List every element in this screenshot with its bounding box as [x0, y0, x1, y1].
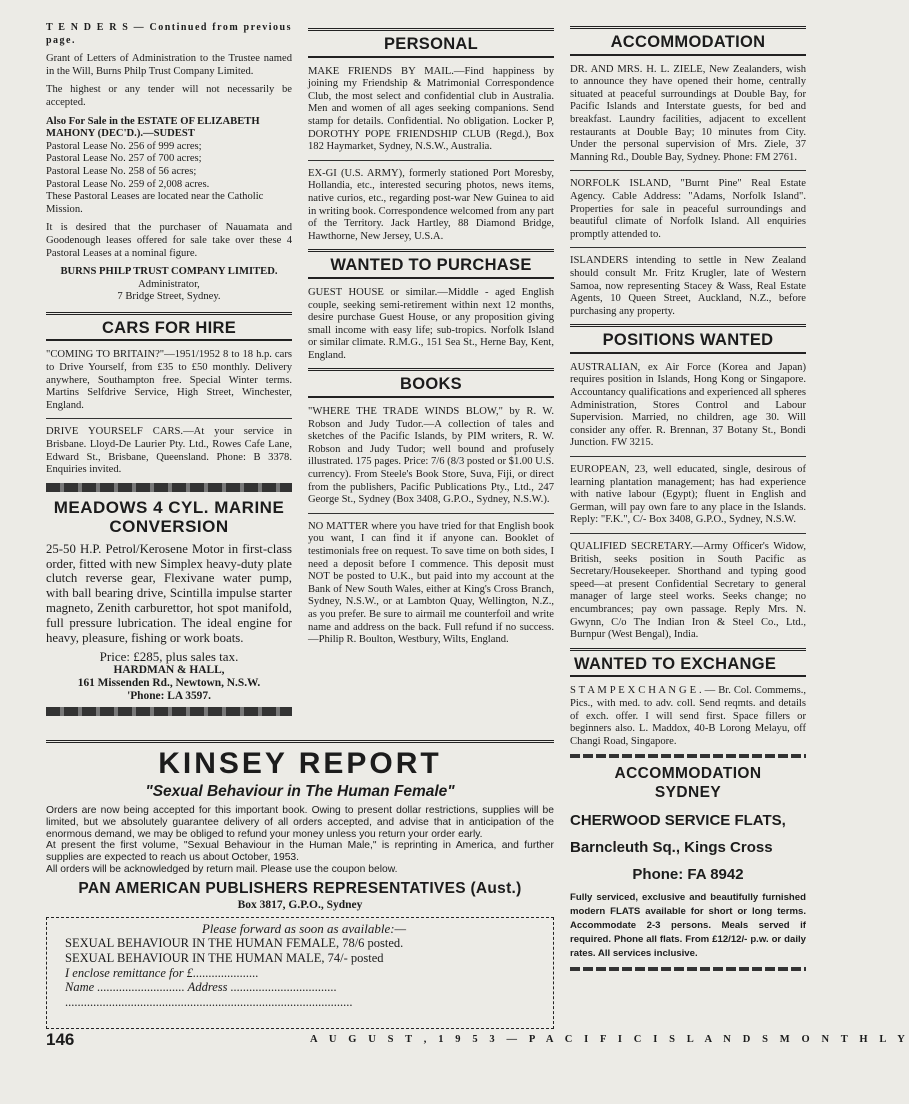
- classified-ad: DRIVE YOURSELF CARS.—At your service in Brisbane. Lloyd-De Laurier Pty. Ltd., Rowes Cafe Lane, Edward St., Brisbane, Queensland. Phone: B 3378. Enquiries invited.: [46, 426, 292, 476]
- decorative-band: [570, 967, 806, 971]
- classified-ad: "COMING TO BRITAIN?"—1951/1952 8 to 18 h.p. cars to Drive Yourself, from £35 to £50 monthly. Delivery anywhere, Southampton free. Special Winter terms. Martins Selfdrive Service, High Street, Winchester, England.: [46, 349, 292, 411]
- classified-ad: "WHERE THE TRADE WINDS BLOW," by R. W. Robson and Judy Tudor.—A collection of tales and sketches of the Pacific Islands, by PIM writers, R. W. Robson and Judy Tudor; well bound and profusely illustrated. 175 pages. Price: 7/6 (8/3 posted or $1.00 U.S. currency). From Steele's Book Store, Suva, Fiji, or direct from the publishers, Pacific Publications Pty., Ltd., 247 George St., Sydney (Box 3408, G.P.O., Sydney, N.S.W.).: [308, 406, 554, 506]
- divider: [570, 456, 806, 457]
- kinsey-body: At present the first volume, "Sexual Behaviour in the Human Male," is reprinting in America, and further supplies are expected to reach us about October, 1953.: [46, 840, 554, 864]
- section-header-accommodation: ACCOMMODATION: [570, 26, 806, 56]
- kinsey-body: Orders are now being accepted for this important book. Owing to present dollar restrictions, supplies will be limited, but we absolutely guarantee delivery of all orders accepted, and advise that in anticipation of the enormous demand, we may be obliged to refund your money unless you return your order early.: [46, 805, 554, 840]
- decorative-band: [46, 707, 292, 716]
- sydney-ad-body: Fully serviced, exclusive and beautifully furnished modern FLATS available for short or long terms. Accommodate 2-3 persons. Meals served if required. Phone all flats. From £12/12/- p.w. or daily rates. All services inclusive.: [570, 892, 806, 960]
- meadows-price: Price: £285, plus sales tax.: [99, 649, 239, 665]
- coupon-dotted-line: ............................................................................................: [65, 994, 353, 1009]
- kinsey-publisher: PAN AMERICAN PUBLISHERS REPRESENTATIVES (Aust.): [78, 879, 522, 897]
- sydney-accommodation-display-ad: [570, 754, 806, 971]
- meadows-phone: 'Phone: LA 3597.: [127, 689, 211, 702]
- classified-ad: QUALIFIED SECRETARY.—Army Officer's Widow, British, seeks position in South Pacific as Secretary/Housekeeper. Shorthand and typing good speed—at present Confidential Secretary to general manager of large steel works. Seeks change; no encumbrances; pay own passage. Reply Mrs. N. Gwynn, C/o The Indian Iron & Steel Co., Ltd., Burnpur (West Bengal), India.: [570, 541, 806, 641]
- section-header-cars-for-hire: CARS FOR HIRE: [46, 312, 292, 342]
- classified-ad: EX-GI (U.S. ARMY), formerly stationed Port Moresby, Hollandia, etc., interested securing photos, news items, native curios, etc., regarding post-war New Guinea to aid in writing book. Correspondence welcomed from any part of the Territory. Jack Hartley, 88 Diamond Bridge, Hawthorne, New Jersey, U.S.A.: [308, 167, 554, 242]
- tenders-paragraph: It is desired that the purchaser of Nauamata and Goodenough leases offered for sale take over these 4 Pastoral Leases at a nominal figure.: [46, 222, 292, 259]
- classified-ad: MAKE FRIENDS BY MAIL.—Find happiness by joining my Friendship & Matrimonial Correspondence Club, the most select and confidential club in Australia. Men and women of all ages seeking companions. Send stamp for details. Confidential. No obligation. Locker P, DOROTHY POPE FRIENDSHIP CLUB (Regd.), Box 182 Haymarket, Sydney, N.S.W., Australia.: [308, 65, 554, 153]
- lease-line: Pastoral Lease No. 258 of 56 acres;: [46, 165, 197, 177]
- divider: [570, 247, 806, 248]
- tenders-continued-heading: T E N D E R S — Continued from previous page.: [46, 22, 292, 46]
- divider: [570, 533, 806, 534]
- section-header-books: BOOKS: [308, 368, 554, 398]
- section-header-positions-wanted: POSITIONS WANTED: [570, 324, 806, 354]
- coupon-remittance-field: I enclose remittance for £.....................: [65, 965, 259, 980]
- classified-ad: ISLANDERS intending to settle in New Zealand should consult Mr. Fritz Krugler, late of Western Samoa, now representing Stacey & Wass, Real Estate Agents, 10 Queen Street, Auckland, N.Z., before purchasing any property.: [570, 255, 806, 317]
- sydney-ad-phone: Phone: FA 8942: [632, 866, 744, 884]
- kinsey-title: KINSEY REPORT: [158, 747, 442, 780]
- decorative-band: [46, 483, 292, 492]
- sydney-ad-address: Barncleuth Sq., Kings Cross: [570, 839, 773, 857]
- classified-ad: NO MATTER where you have tried for that English book you want, I can find it if anyone can. Booklet of testimonials free on request. To save time on both sides, I need a deposit before I commence. This deposit must NOT be posted to U.K., but paid into my account at the Bank of New South Wales, either at King's Cross Branch, Sydney, N.S.W., or at Lambton Quay, Wellington, N.Z., as you prefer. Be sure to airmail me counterfoil and write name and address on the back. Full refund if no success.—Philip R. Boulton, Westbury, Wilts, England.: [308, 520, 554, 646]
- section-header-wanted-to-exchange: WANTED TO EXCHANGE: [570, 648, 806, 678]
- meadows-firm: HARDMAN & HALL,: [113, 663, 225, 676]
- tenders-signature-address: 7 Bridge Street, Sydney.: [117, 291, 221, 303]
- sydney-ad-title-line1: ACCOMMODATION: [614, 765, 762, 783]
- divider: [308, 513, 554, 514]
- kinsey-body: All orders will be acknowledged by return mail. Please use the coupon below.: [46, 863, 398, 875]
- page-number: 146: [46, 1030, 75, 1049]
- coupon-name-address-field: Name ............................ Address ..................................: [65, 980, 337, 995]
- classified-ad: NORFOLK ISLAND, "Burnt Pine" Real Estate Agency. Cable Address: "Adams, Norfolk Island". Properties for sale in peaceful surroundings and beautiful climate of Norfolk Island. All enquiries promptly attended to.: [570, 178, 806, 240]
- column-right: [570, 22, 806, 977]
- sydney-ad-title: [570, 764, 806, 802]
- classified-ad: DR. AND MRS. H. L. ZIELE, New Zealanders, wish to announce they have opened their home, centrally situated at peaceful surroundings at Double Bay, for Pacific Islands and Interstate guests, for bed and breakfast. Laundry facilities, adjacent to excellent restaurants at Double Bay; 10 minutes from City. Under the personal supervision of Mrs. Ziele, 37 Manning Rd., Double Bay, Sydney. Phone: FM 2761.: [570, 63, 806, 163]
- estate-note: These Pastoral Leases are located near the Catholic Mission.: [46, 191, 264, 215]
- tenders-signature-role: Administrator,: [138, 278, 200, 290]
- tenders-estate-block: [46, 116, 292, 217]
- order-coupon: [46, 917, 554, 1029]
- kinsey-box-address: Box 3817, G.P.O., Sydney: [237, 898, 363, 911]
- meadows-address: 161 Missenden Rd., Newtown, N.S.W.: [77, 676, 261, 689]
- tenders-paragraph: Grant of Letters of Administration to the Trustee named in the Will, Burns Philp Trust Company Limited.: [46, 53, 292, 77]
- lease-line: Pastoral Lease No. 257 of 700 acres;: [46, 153, 202, 165]
- sydney-ad-flats: CHERWOOD SERVICE FLATS,: [570, 812, 786, 830]
- kinsey-subtitle: "Sexual Behaviour in The Human Female": [145, 783, 455, 800]
- estate-heading: Also For Sale in the ESTATE OF ELIZABETH MAHONY (DEC'D.).—SUDEST: [46, 115, 260, 140]
- divider: [46, 740, 554, 743]
- section-header-personal: PERSONAL: [308, 28, 554, 58]
- divider: [570, 170, 806, 171]
- lease-line: Pastoral Lease No. 256 of 999 acres;: [46, 140, 202, 152]
- tenders-paragraph: The highest or any tender will not necessarily be accepted.: [46, 84, 292, 108]
- running-footer: A U G U S T , 1 9 5 3 — P A C I F I C I S L A N D S M O N T H L Y: [310, 1034, 909, 1045]
- classified-ad: EUROPEAN, 23, well educated, single, desirous of learning plantation management; has had experience with native labour (Egypt); fluent in English and German, will pay own fare to any place in the Islands. Reply: "F.K.", C/- Box 3408, G.P.O., Sydney, N.S.W.: [570, 464, 806, 526]
- classified-ad: GUEST HOUSE or similar.—Middle - aged English couple, seeking semi-retirement within next 12 months, desire purchase Guest House, or any proposition giving small income with easy life; sub-tropics. Norfolk Island or similar climate. R.M.G., 151 Sea St., Herne Bay, Kent, England.: [308, 286, 554, 361]
- coupon-lead: Please forward as soon as available:—: [201, 920, 407, 936]
- section-header-wanted-to-purchase: WANTED TO PURCHASE: [308, 249, 554, 279]
- coupon-option-female: SEXUAL BEHAVIOUR IN THE HUMAN FEMALE, 78/6 posted.: [65, 936, 404, 951]
- meadows-title: MEADOWS 4 CYL. MARINE CONVERSION: [53, 497, 285, 536]
- kinsey-report-ad: [46, 740, 554, 1029]
- column-left: [46, 22, 292, 720]
- meadows-body: 25-50 H.P. Petrol/Kerosene Motor in first-class order, fitted with new Simplex heavy-duty plate clutch reverse gear, Flexivane water pump, with ball bearing drive, Scintilla impulse starter magneto, Zenith carburettor, hot spot manifold, full pressure lubrication. The ideal engine for heavy, pleasure, fishing or work boats.: [46, 541, 292, 645]
- coupon-option-male: SEXUAL BEHAVIOUR IN THE HUMAN MALE, 74/- posted: [65, 950, 384, 965]
- column-middle: [308, 22, 554, 653]
- divider: [308, 160, 554, 161]
- decorative-band: [570, 754, 806, 758]
- lease-line: Pastoral Lease No. 259 of 2,008 acres.: [46, 178, 210, 190]
- classified-ad: S T A M P E X C H A N G E . — Br. Col. Commems., Pics., with med. to adv. coll. Send reqmts. and details of exch. offer. I will send first. Space fillers or beginners also. L. Maddox, 40-B Lorong Melayu, off Changi Road, Singapore.: [570, 685, 806, 747]
- meadows-display-ad: [46, 483, 292, 716]
- classified-ad: AUSTRALIAN, ex Air Force (Korea and Japan) requires position in Islands, Hong Kong or Singapore. Accountancy qualifications and experienced all spheres Administration, Stores Control and Labour Supervision. Married, no children, age 30. Will consider any offer. R. Brennan, 37 Botany St., Bondi Junction. FW 3215.: [570, 361, 806, 449]
- sydney-ad-title-line2: SYDNEY: [654, 784, 722, 802]
- divider: [46, 418, 292, 419]
- tenders-signature-name: BURNS PHILP TRUST COMPANY LIMITED.: [60, 266, 278, 278]
